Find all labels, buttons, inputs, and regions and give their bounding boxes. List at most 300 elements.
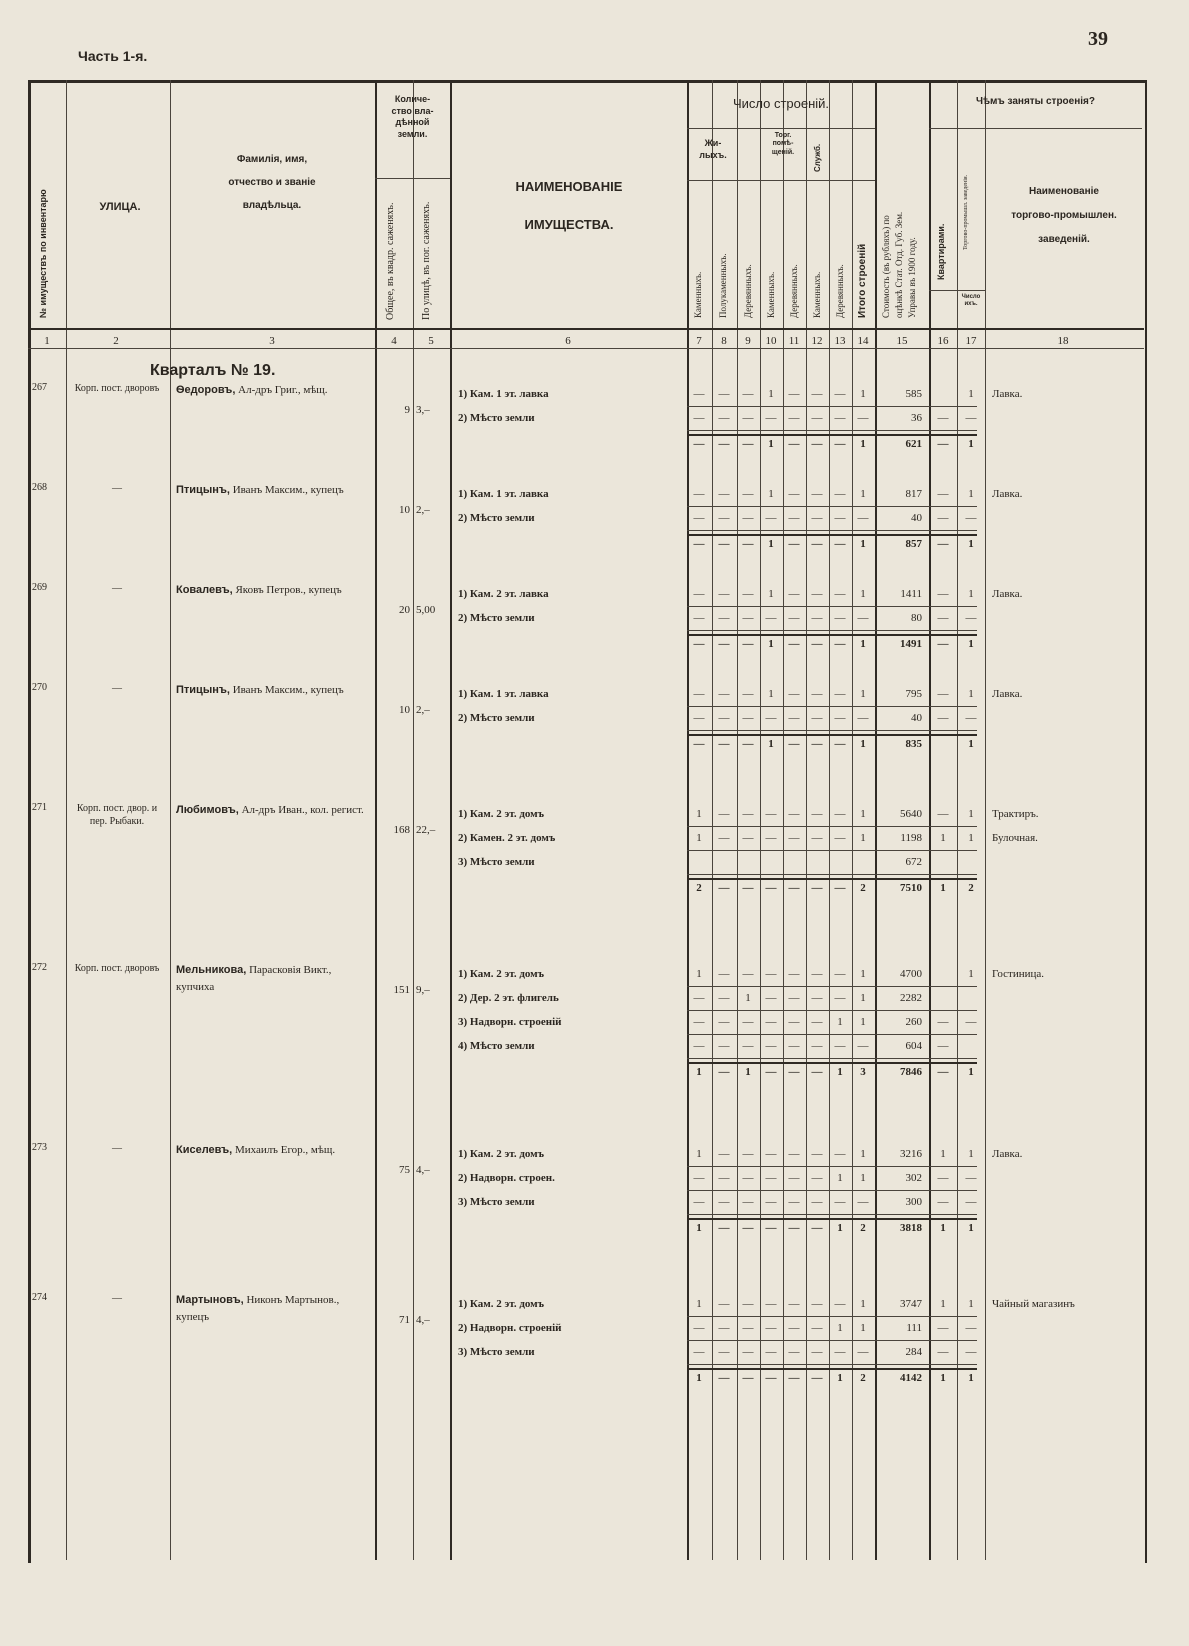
row-rule bbox=[687, 1058, 977, 1059]
building-count-cell: — bbox=[834, 438, 846, 450]
building-count-cell: — bbox=[788, 1040, 800, 1052]
land-area: 9 bbox=[404, 404, 410, 416]
row-rule bbox=[687, 606, 977, 607]
building-count-cell: — bbox=[811, 1196, 823, 1208]
column-divider bbox=[829, 80, 830, 1560]
building-count-cell: 2 bbox=[860, 882, 866, 894]
column-divider bbox=[875, 80, 877, 1560]
building-count-cell: 1 bbox=[696, 1298, 702, 1310]
building-count-cell: — bbox=[811, 992, 823, 1004]
building-count-cell: — bbox=[693, 1196, 705, 1208]
row-rule bbox=[687, 850, 977, 851]
building-count-cell: — bbox=[742, 488, 754, 500]
apartments-cell: — bbox=[937, 612, 949, 624]
header-land-line: Количе- bbox=[394, 94, 431, 104]
header-property-line: НАИМЕНОВАНІЕ bbox=[515, 179, 623, 194]
building-count-cell: — bbox=[718, 1322, 730, 1334]
building-count-cell: — bbox=[811, 882, 823, 894]
trade-count-cell: 1 bbox=[968, 832, 974, 844]
building-count-cell: 2 bbox=[860, 1372, 866, 1384]
street-frontage: 5,00 bbox=[416, 604, 436, 616]
building-count-cell: — bbox=[788, 388, 800, 400]
property-item: 2) Мѣсто земли bbox=[458, 612, 535, 624]
apartments-total: — bbox=[937, 638, 949, 650]
column-number: 2 bbox=[113, 335, 119, 347]
apartments-cell: — bbox=[937, 1040, 949, 1052]
value-cell: 795 bbox=[905, 688, 922, 700]
trade-count-cell: — bbox=[965, 1322, 977, 1334]
trade-name: Лавка. bbox=[992, 688, 1023, 700]
row-rule bbox=[687, 1364, 977, 1365]
building-count-cell: — bbox=[834, 1196, 846, 1208]
building-count-cell: — bbox=[765, 1298, 777, 1310]
apartments-cell: — bbox=[937, 1322, 949, 1334]
property-item: 2) Дер. 2 эт. флигель bbox=[458, 992, 559, 1004]
building-count-cell: — bbox=[788, 512, 800, 524]
owner-name bbox=[176, 1142, 371, 1159]
header-trade-line: Наименованіе bbox=[1029, 186, 1099, 197]
column-number: 13 bbox=[834, 335, 846, 347]
building-count-cell: — bbox=[742, 688, 754, 700]
building-count-cell: — bbox=[718, 538, 730, 550]
property-item: 3) Мѣсто земли bbox=[458, 1346, 535, 1358]
building-count-cell: — bbox=[857, 612, 869, 624]
building-count-cell: — bbox=[693, 738, 705, 750]
building-count-cell: 1 bbox=[768, 588, 774, 600]
column-number: 8 bbox=[721, 335, 727, 347]
street-frontage: 2,– bbox=[416, 704, 430, 716]
building-count-cell: — bbox=[718, 832, 730, 844]
building-count-cell: — bbox=[742, 1196, 754, 1208]
street-frontage: 9,– bbox=[416, 984, 430, 996]
building-count-cell: — bbox=[788, 1222, 800, 1234]
building-count-cell: — bbox=[765, 992, 777, 1004]
building-count-cell: — bbox=[765, 1346, 777, 1358]
building-count-cell: — bbox=[765, 712, 777, 724]
building-count-cell: — bbox=[811, 832, 823, 844]
header-land-line: дѣнной bbox=[395, 117, 430, 128]
building-count-cell: 1 bbox=[860, 388, 866, 400]
property-item: 3) Надворн. строеній bbox=[458, 1016, 562, 1028]
building-count-cell: — bbox=[765, 1148, 777, 1160]
apartments-total: 1 bbox=[940, 1222, 946, 1234]
apartments-cell: — bbox=[937, 1196, 949, 1208]
building-count-cell: — bbox=[788, 412, 800, 424]
row-rule bbox=[687, 1340, 977, 1341]
building-count-cell: — bbox=[693, 688, 705, 700]
building-count-cell: — bbox=[765, 412, 777, 424]
value-cell: 40 bbox=[911, 512, 922, 524]
column-number: 11 bbox=[788, 335, 800, 347]
owner-details: Ал-дръ Иван., кол. регист. bbox=[238, 804, 364, 816]
building-count-cell: — bbox=[788, 712, 800, 724]
building-count-cell: — bbox=[765, 1016, 777, 1028]
header-stone: Каменныхъ. bbox=[812, 271, 822, 318]
value-total: 7510 bbox=[900, 882, 922, 894]
apartments-total: — bbox=[937, 438, 949, 450]
building-count-cell: 1 bbox=[860, 832, 866, 844]
building-count-cell: — bbox=[742, 1322, 754, 1334]
trade-count-total: 1 bbox=[968, 538, 974, 550]
building-count-cell: — bbox=[718, 638, 730, 650]
trade-count-cell: — bbox=[965, 1346, 977, 1358]
building-count-cell: 1 bbox=[860, 488, 866, 500]
property-item: 1) Кам. 1 эт. лавка bbox=[458, 688, 549, 700]
owner-surname: Киселевъ, bbox=[176, 1144, 233, 1156]
row-rule bbox=[687, 706, 977, 707]
land-area: 168 bbox=[393, 824, 410, 836]
row-rule bbox=[687, 430, 977, 431]
building-count-cell: — bbox=[718, 992, 730, 1004]
header-value-line: Управы въ 1900 году. bbox=[907, 237, 918, 318]
building-count-cell: 1 bbox=[696, 968, 702, 980]
building-count-cell: — bbox=[834, 488, 846, 500]
building-count-cell: — bbox=[693, 1172, 705, 1184]
building-count-cell: 1 bbox=[837, 1066, 843, 1078]
building-count-cell: — bbox=[834, 992, 846, 1004]
building-count-cell: — bbox=[788, 992, 800, 1004]
header-land-line: земли. bbox=[397, 129, 428, 140]
trade-name: Лавка. bbox=[992, 388, 1023, 400]
owner-details: Никонъ Мартынов., купецъ bbox=[176, 1294, 340, 1323]
value-cell: 302 bbox=[905, 1172, 922, 1184]
building-count-cell: — bbox=[811, 712, 823, 724]
header-divider bbox=[687, 128, 875, 129]
column-divider bbox=[375, 80, 377, 1560]
owner-name bbox=[176, 1292, 371, 1325]
building-count-cell: — bbox=[811, 538, 823, 550]
building-count-cell: — bbox=[718, 1196, 730, 1208]
street-name: — bbox=[112, 1143, 122, 1154]
trade-count-total: 1 bbox=[968, 738, 974, 750]
total-rule bbox=[687, 534, 977, 536]
building-count-cell: — bbox=[834, 712, 846, 724]
trade-count-cell: — bbox=[965, 1196, 977, 1208]
building-count-cell: — bbox=[693, 1322, 705, 1334]
value-cell: 260 bbox=[905, 1016, 922, 1028]
building-count-cell: 1 bbox=[860, 968, 866, 980]
total-rule bbox=[687, 734, 977, 736]
value-total: 1491 bbox=[900, 638, 922, 650]
value-total: 621 bbox=[905, 438, 922, 450]
building-count-cell: — bbox=[834, 412, 846, 424]
building-count-cell: — bbox=[811, 638, 823, 650]
building-count-cell: — bbox=[788, 968, 800, 980]
header-value-line: Стоимость (въ рубляхъ) по bbox=[881, 215, 891, 318]
building-count-cell: — bbox=[765, 1196, 777, 1208]
header-divider bbox=[929, 128, 1142, 129]
apartments-cell: — bbox=[937, 512, 949, 524]
trade-name: Лавка. bbox=[992, 1148, 1023, 1160]
header-value bbox=[880, 212, 919, 318]
building-count-cell: — bbox=[718, 738, 730, 750]
header-residential bbox=[690, 138, 736, 161]
building-count-cell: — bbox=[857, 512, 869, 524]
building-count-cell: — bbox=[788, 1066, 800, 1078]
apartments-cell: 1 bbox=[940, 832, 946, 844]
building-count-cell: 1 bbox=[860, 992, 866, 1004]
building-count-cell: — bbox=[742, 1172, 754, 1184]
apartments-cell: — bbox=[937, 688, 949, 700]
header-bottom-line bbox=[28, 328, 1144, 330]
building-count-cell: — bbox=[788, 1346, 800, 1358]
header-owner-line: отчество и званіе bbox=[228, 177, 316, 188]
owner-surname: Мартыновъ, bbox=[176, 1294, 244, 1306]
building-count-cell: — bbox=[834, 1040, 846, 1052]
building-count-cell: — bbox=[718, 1372, 730, 1384]
building-count-cell: — bbox=[788, 1172, 800, 1184]
trade-name: Чайный магазинъ bbox=[992, 1298, 1075, 1310]
header-wooden: Деревянныхъ. bbox=[743, 264, 753, 318]
header-owner-line: Фамилія, имя, bbox=[236, 154, 308, 165]
header-commercial-line: Торг. bbox=[774, 132, 792, 139]
inventory-number: 274 bbox=[32, 1292, 47, 1303]
trade-count-cell: 1 bbox=[968, 388, 974, 400]
owner-surname: Ковалевъ, bbox=[176, 584, 233, 596]
building-count-cell: — bbox=[765, 1322, 777, 1334]
building-count-cell: — bbox=[834, 808, 846, 820]
building-count-cell: — bbox=[834, 1346, 846, 1358]
column-number: 17 bbox=[965, 335, 977, 347]
building-count-cell: — bbox=[788, 612, 800, 624]
trade-count-cell: — bbox=[965, 712, 977, 724]
column-divider bbox=[806, 80, 807, 1560]
building-count-cell: 1 bbox=[745, 992, 751, 1004]
building-count-cell: — bbox=[742, 388, 754, 400]
street-name: — bbox=[112, 1293, 122, 1304]
row-rule bbox=[687, 1010, 977, 1011]
building-count-cell: — bbox=[742, 512, 754, 524]
trade-count-cell: 1 bbox=[968, 688, 974, 700]
header-frontage: По улицѣ, въ пог. саженяхъ. bbox=[421, 201, 432, 320]
building-count-cell: — bbox=[811, 1040, 823, 1052]
building-count-cell: — bbox=[834, 738, 846, 750]
owner-name bbox=[176, 682, 371, 699]
building-count-cell: 1 bbox=[696, 1222, 702, 1234]
property-item: 1) Кам. 1 эт. лавка bbox=[458, 388, 549, 400]
building-count-cell: 1 bbox=[860, 538, 866, 550]
property-item: 1) Кам. 2 эт. домъ bbox=[458, 1148, 545, 1160]
building-count-cell: — bbox=[718, 388, 730, 400]
column-number: 7 bbox=[696, 335, 702, 347]
building-count-cell: — bbox=[742, 882, 754, 894]
trade-name: Лавка. bbox=[992, 488, 1023, 500]
row-rule bbox=[687, 406, 977, 407]
building-count-cell: — bbox=[718, 688, 730, 700]
building-count-cell: 1 bbox=[696, 1148, 702, 1160]
building-count-cell: — bbox=[788, 588, 800, 600]
owner-surname: Мельникова, bbox=[176, 964, 247, 976]
building-count-cell: 1 bbox=[837, 1372, 843, 1384]
row-rule bbox=[687, 1316, 977, 1317]
building-count-cell: — bbox=[742, 1372, 754, 1384]
trade-count-cell: 1 bbox=[968, 1298, 974, 1310]
building-count-cell: — bbox=[834, 882, 846, 894]
building-count-cell: — bbox=[693, 538, 705, 550]
building-count-cell: 1 bbox=[860, 638, 866, 650]
building-count-cell: — bbox=[693, 612, 705, 624]
column-numbers-line bbox=[28, 348, 1144, 349]
building-count-cell: — bbox=[718, 588, 730, 600]
value-cell: 36 bbox=[911, 412, 922, 424]
property-item: 2) Надворн. строеній bbox=[458, 1322, 562, 1334]
header-wooden: Деревянныхъ. bbox=[789, 264, 799, 318]
building-count-cell: — bbox=[718, 1346, 730, 1358]
building-count-cell: — bbox=[788, 438, 800, 450]
land-area: 75 bbox=[399, 1164, 410, 1176]
owner-details: Яковъ Петров., купецъ bbox=[232, 584, 342, 596]
building-count-cell: — bbox=[857, 412, 869, 424]
building-count-cell: — bbox=[811, 512, 823, 524]
building-count-cell: — bbox=[811, 588, 823, 600]
row-rule bbox=[687, 874, 977, 875]
value-cell: 604 bbox=[905, 1040, 922, 1052]
trade-count-cell: 1 bbox=[968, 968, 974, 980]
trade-count-total: 2 bbox=[968, 882, 974, 894]
row-rule bbox=[687, 1034, 977, 1035]
building-count-cell: 1 bbox=[696, 1066, 702, 1078]
building-count-cell: — bbox=[718, 512, 730, 524]
building-count-cell: 1 bbox=[860, 1016, 866, 1028]
building-count-cell: — bbox=[857, 712, 869, 724]
building-count-cell: — bbox=[788, 1196, 800, 1208]
column-number: 14 bbox=[857, 335, 869, 347]
land-area: 10 bbox=[399, 704, 410, 716]
property-item: 1) Кам. 2 эт. домъ bbox=[458, 1298, 545, 1310]
building-count-cell: — bbox=[718, 712, 730, 724]
building-count-cell: 1 bbox=[768, 488, 774, 500]
building-count-cell: — bbox=[718, 412, 730, 424]
building-count-cell: 1 bbox=[860, 738, 866, 750]
trade-count-total: 1 bbox=[968, 1222, 974, 1234]
building-count-cell: — bbox=[742, 612, 754, 624]
value-cell: 1411 bbox=[900, 588, 922, 600]
building-count-cell: — bbox=[718, 612, 730, 624]
building-count-cell: 1 bbox=[696, 1372, 702, 1384]
building-count-cell: — bbox=[788, 1372, 800, 1384]
apartments-cell: — bbox=[937, 808, 949, 820]
value-cell: 3216 bbox=[900, 1148, 922, 1160]
building-count-cell: — bbox=[693, 488, 705, 500]
trade-count-cell: 1 bbox=[968, 488, 974, 500]
building-count-cell: — bbox=[742, 808, 754, 820]
column-divider bbox=[737, 80, 738, 1560]
header-residential-line: лыхъ. bbox=[699, 149, 727, 160]
column-divider bbox=[852, 80, 853, 1560]
building-count-cell: 1 bbox=[696, 832, 702, 844]
building-count-cell: — bbox=[788, 488, 800, 500]
building-count-cell: — bbox=[718, 1040, 730, 1052]
header-trade-line: торгово-промышлен. bbox=[1011, 210, 1117, 221]
page-number: 39 bbox=[1088, 28, 1108, 50]
building-count-cell: — bbox=[693, 1016, 705, 1028]
building-count-cell: — bbox=[811, 808, 823, 820]
building-count-cell: — bbox=[718, 1172, 730, 1184]
header-half-stone: Полукаменныхъ. bbox=[718, 253, 728, 318]
value-cell: 284 bbox=[905, 1346, 922, 1358]
building-count-cell: 1 bbox=[860, 688, 866, 700]
apartments-cell: — bbox=[937, 1346, 949, 1358]
trade-name: Лавка. bbox=[992, 588, 1023, 600]
building-count-cell: — bbox=[765, 1372, 777, 1384]
property-item: 3) Мѣсто земли bbox=[458, 1196, 535, 1208]
owner-name bbox=[176, 382, 371, 399]
building-count-cell: — bbox=[742, 968, 754, 980]
building-count-cell: — bbox=[788, 1322, 800, 1334]
trade-name: Трактиръ. bbox=[992, 808, 1039, 820]
building-count-cell: — bbox=[811, 1372, 823, 1384]
property-item: 1) Кам. 2 эт. лавка bbox=[458, 588, 549, 600]
column-number: 10 bbox=[765, 335, 777, 347]
apartments-cell: — bbox=[937, 488, 949, 500]
header-stone: Каменныхъ. bbox=[766, 271, 776, 318]
column-divider bbox=[170, 80, 171, 1560]
apartments-cell: 1 bbox=[940, 1298, 946, 1310]
building-count-cell: — bbox=[811, 1016, 823, 1028]
building-count-cell: — bbox=[788, 832, 800, 844]
property-item: 2) Мѣсто земли bbox=[458, 712, 535, 724]
building-count-cell: — bbox=[742, 1016, 754, 1028]
building-count-cell: — bbox=[742, 1148, 754, 1160]
column-divider bbox=[985, 80, 986, 1560]
column-divider bbox=[712, 80, 713, 1560]
street-name: Корп. пост. дворовъ bbox=[74, 383, 160, 394]
apartments-total: — bbox=[937, 1066, 949, 1078]
building-count-cell: 3 bbox=[860, 1066, 866, 1078]
trade-count-cell: 1 bbox=[968, 1148, 974, 1160]
building-count-cell: — bbox=[788, 638, 800, 650]
header-service: Служб. bbox=[813, 143, 822, 172]
building-count-cell: — bbox=[834, 688, 846, 700]
column-number: 4 bbox=[391, 335, 397, 347]
building-count-cell: — bbox=[718, 1298, 730, 1310]
column-divider bbox=[783, 80, 784, 1560]
building-count-cell: — bbox=[718, 1148, 730, 1160]
column-number: 15 bbox=[896, 335, 908, 347]
column-number: 5 bbox=[428, 335, 434, 347]
total-rule bbox=[687, 1368, 977, 1370]
street-frontage: 4,– bbox=[416, 1314, 430, 1326]
inventory-number: 270 bbox=[32, 682, 47, 693]
owner-name bbox=[176, 582, 371, 599]
owner-surname: Любимовъ, bbox=[176, 804, 239, 816]
row-rule bbox=[687, 986, 977, 987]
owner-details: Парасковія Викт., купчиха bbox=[176, 964, 332, 993]
building-count-cell: 1 bbox=[768, 638, 774, 650]
property-item: 2) Мѣсто земли bbox=[458, 512, 535, 524]
trade-count-total: 1 bbox=[968, 638, 974, 650]
total-rule bbox=[687, 634, 977, 636]
building-count-cell: — bbox=[834, 638, 846, 650]
header-value-line: оцѣнкѣ Стат. Отд. Губ. Зем. bbox=[894, 211, 905, 318]
building-count-cell: — bbox=[834, 538, 846, 550]
building-count-cell: 1 bbox=[745, 1066, 751, 1078]
building-count-cell: 1 bbox=[860, 1172, 866, 1184]
header-commercial-line: щеній. bbox=[771, 148, 795, 156]
header-property-line: ИМУЩЕСТВА. bbox=[524, 216, 614, 232]
property-item: 1) Кам. 2 эт. домъ bbox=[458, 968, 545, 980]
apartments-cell: — bbox=[937, 1172, 949, 1184]
street-name: — bbox=[112, 483, 122, 494]
building-count-cell: — bbox=[742, 832, 754, 844]
apartments-cell: — bbox=[937, 1016, 949, 1028]
building-count-cell: — bbox=[742, 538, 754, 550]
total-rule bbox=[687, 1062, 977, 1064]
value-cell: 5640 bbox=[900, 808, 922, 820]
owner-surname: Птицынъ, bbox=[176, 684, 230, 696]
header-land-line: ство вла- bbox=[391, 105, 434, 116]
building-count-cell: 1 bbox=[768, 388, 774, 400]
